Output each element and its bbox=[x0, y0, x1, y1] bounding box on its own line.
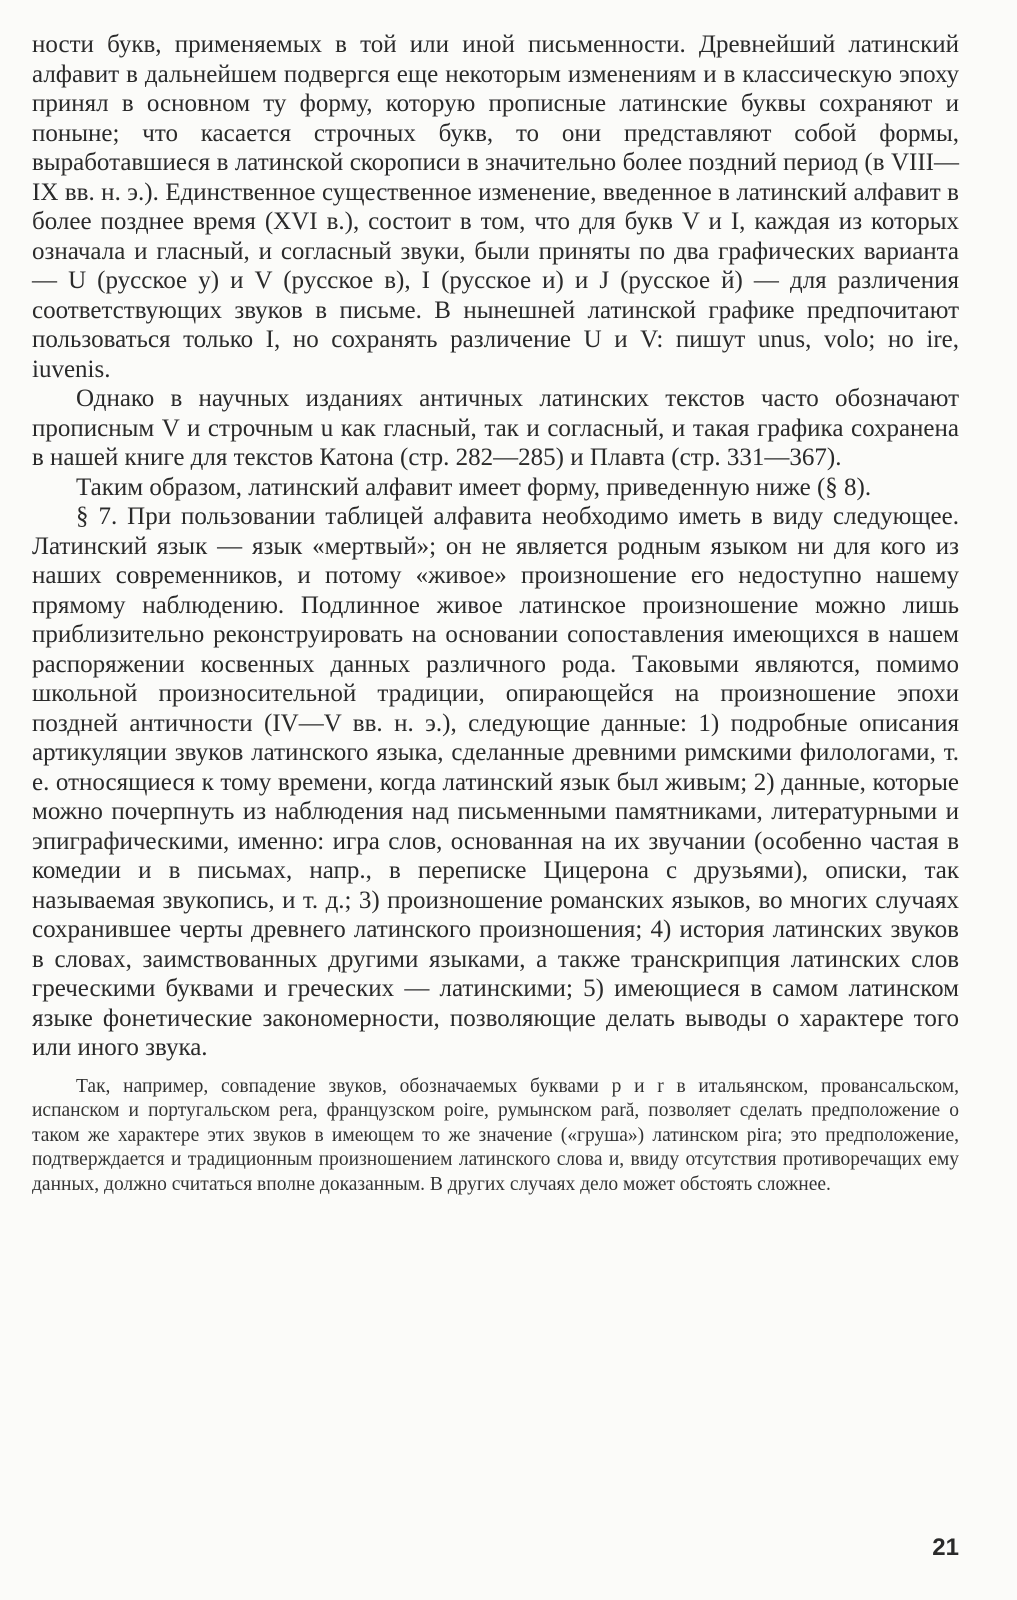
paragraph-4-section-7: § 7. При пользовании таблицей алфавита необходимо иметь в виду следующее. Латинский язык — язык «мертвый»; он не является родным языком ни для кого из наших современников, и потому «живое» произношение его недоступно нашему прямому наблюдению. Подлинное живое латинское произношение можно лишь приблизительно реконструировать на основании сопоставления имеющихся в нашем распоряжении косвенных данных различного рода. Таковыми являются, помимо школьной произносительной традиции, опирающейся на произношение эпохи поздней античности (IV—V вв. н. э.), следующие данные: 1) подробные описания артикуляции звуков латинского языка, сделанные древними римскими филологами, т. е. относящиеся к тому времени, когда латинский язык был живым; 2) данные, которые можно почерпнуть из наблюдения над письменными памятниками, литературными и эпиграфическими, именно: игра слов, основанная на их звучании (особенно частая в комедии и в письмах, напр., в переписке Цицерона с друзьями), описки, так называемая звукопись, и т. д.; 3) произношение романских языков, во многих случаях сохранившее черты древнего латинского произношения; 4) история латинских звуков в словах, заимствованных другими языками, а также транскрипция латинских слов греческими буквами и греческих — латинскими; 5) имеющиеся в самом латинском языке фонетические закономерности, позволяющие делать выводы о характере того или иного звука. bbox=[32, 503, 959, 1061]
main-text bbox=[32, 30, 959, 1063]
paragraph-1: ности букв, применяемых в той или иной письменности. Древнейший латинский алфавит в дальнейшем подвергся еще некоторым изменениям и в классическую эпоху принял в основном ту форму, которую прописные латинские буквы сохраняют и поныне; что касается строчных букв, то они представляют собой формы, выработавшиеся в латинской скорописи в значительно более поздний период (в VIII—IX вв. н. э.). Единственное существенное изменение, введенное в латинский алфавит в более позднее время (XVI в.), состоит в том, что для букв V и I, каждая из которых означала и гласный, и согласный звуки, были приняты по два графических варианта — U (русское у) и V (русское в), I (русское и) и J (русское й) — для различения соответствующих звуков в письме. В нынешней латинской графике предпочитают пользоваться только I, но сохранять различение U и V: пишут unus, volo; но ire, iuvenis. bbox=[32, 31, 959, 383]
page-number: 21 bbox=[932, 1534, 959, 1561]
paragraph-3: Таким образом, латинский алфавит имеет форму, приведенную ниже (§ 8). bbox=[76, 473, 872, 501]
small-print-note bbox=[32, 1075, 959, 1198]
note-text: Так, например, совпадение звуков, обозначаемых буквами p и r в итальянском, провансальском, испанском и португальском pera, французском poire, румынском pară, позволяет сделать предположение о таком же характере этих звуков в имеющем то же значение («груша») латинском pira; это предположение, подтверждается и традиционным произношением латинского слова и, ввиду отсутствия противоречащих ему данных, должно считаться вполне доказанным. В других случаях дело может обстоять сложнее. bbox=[32, 1075, 959, 1195]
paragraph-2: Однако в научных изданиях античных латинских текстов часто обозначают прописным V и строчным u как гласный, так и согласный, и такая графика сохранена в нашей книге для текстов Катона (стр. 282—285) и Плавта (стр. 331—367). bbox=[32, 385, 959, 471]
